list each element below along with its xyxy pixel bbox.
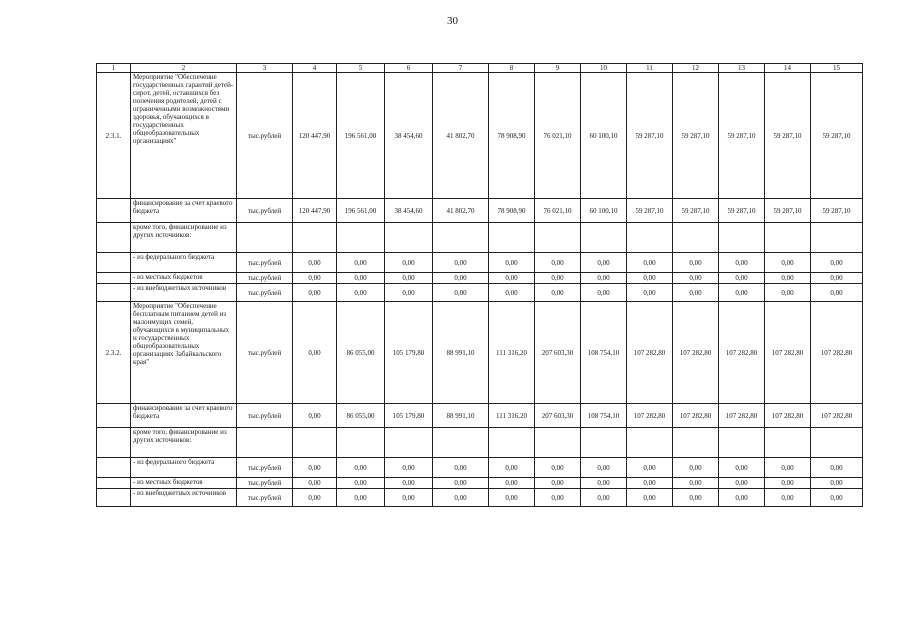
- item-code-cell: [97, 489, 131, 507]
- value-cell: 59 287,10: [719, 199, 765, 223]
- value-cell: 59 287,10: [627, 199, 673, 223]
- table-row: [97, 302, 863, 404]
- value-cell: 0,00: [337, 284, 385, 302]
- value-cell: 0,00: [433, 478, 489, 489]
- column-number-cell: 3: [237, 64, 293, 73]
- value-cell: 59 287,10: [627, 73, 673, 199]
- value-cell: [811, 223, 863, 253]
- page-number: 30: [447, 15, 458, 27]
- value-cell: 78 908,90: [489, 199, 535, 223]
- item-label-cell: - из федерального бюджета: [131, 458, 237, 478]
- value-cell: 0,00: [489, 284, 535, 302]
- value-cell: 0,00: [719, 273, 765, 284]
- table-row: [97, 489, 863, 507]
- value-cell: [535, 428, 581, 458]
- value-cell: 38 454,60: [385, 199, 433, 223]
- item-label-cell: - из местных бюджетов: [131, 273, 237, 284]
- column-number-cell: 15: [811, 64, 863, 73]
- value-cell: 0,00: [811, 253, 863, 273]
- value-cell: 0,00: [433, 273, 489, 284]
- value-cell: 59 287,10: [673, 73, 719, 199]
- value-cell: [581, 428, 627, 458]
- value-cell: [433, 428, 489, 458]
- value-cell: 60 100,10: [581, 199, 627, 223]
- value-cell: [337, 428, 385, 458]
- value-cell: 107 282,80: [811, 302, 863, 404]
- value-cell: 0,00: [765, 489, 811, 507]
- value-cell: 86 055,00: [337, 404, 385, 428]
- value-cell: 120 447,90: [293, 73, 337, 199]
- column-number-cell: 1: [97, 64, 131, 73]
- value-cell: 0,00: [433, 253, 489, 273]
- value-cell: 0,00: [673, 458, 719, 478]
- value-cell: [719, 428, 765, 458]
- value-cell: 0,00: [581, 253, 627, 273]
- value-cell: 0,00: [673, 284, 719, 302]
- value-cell: 0,00: [627, 478, 673, 489]
- unit-cell: тыс.рублей: [237, 199, 293, 223]
- item-label-cell: кроме того, финансирование из других источников:: [131, 428, 237, 458]
- value-cell: 0,00: [627, 273, 673, 284]
- item-code-cell: [97, 223, 131, 253]
- item-code-cell: [97, 428, 131, 458]
- value-cell: 0,00: [489, 458, 535, 478]
- table-row: [97, 478, 863, 489]
- value-cell: [489, 223, 535, 253]
- item-label-cell: финансирование за счет краевого бюджета: [131, 404, 237, 428]
- table-row: [97, 284, 863, 302]
- value-cell: 0,00: [765, 253, 811, 273]
- value-cell: 0,00: [581, 273, 627, 284]
- item-label-cell: финансирование за счет краевого бюджета: [131, 199, 237, 223]
- value-cell: 107 282,80: [811, 404, 863, 428]
- column-number-cell: 2: [131, 64, 237, 73]
- value-cell: 59 287,10: [811, 199, 863, 223]
- value-cell: 0,00: [337, 253, 385, 273]
- value-cell: 0,00: [719, 489, 765, 507]
- column-number-cell: 13: [719, 64, 765, 73]
- value-cell: 0,00: [293, 273, 337, 284]
- value-cell: 0,00: [489, 273, 535, 284]
- value-cell: [433, 223, 489, 253]
- value-cell: 0,00: [765, 273, 811, 284]
- value-cell: 0,00: [385, 458, 433, 478]
- value-cell: 76 021,10: [535, 73, 581, 199]
- column-number-cell: 7: [433, 64, 489, 73]
- value-cell: 0,00: [293, 478, 337, 489]
- value-cell: 60 100,10: [581, 73, 627, 199]
- table-row: [97, 223, 863, 253]
- value-cell: [811, 428, 863, 458]
- value-cell: 0,00: [765, 478, 811, 489]
- value-cell: 0,00: [385, 253, 433, 273]
- table-row: [97, 458, 863, 478]
- value-cell: 41 802,70: [433, 73, 489, 199]
- value-cell: 196 561,00: [337, 73, 385, 199]
- value-cell: [627, 428, 673, 458]
- item-code-cell: [97, 284, 131, 302]
- item-code-cell: [97, 199, 131, 223]
- value-cell: 196 561,00: [337, 199, 385, 223]
- item-label-cell: кроме того, финансирование из других источников:: [131, 223, 237, 253]
- value-cell: 107 282,80: [765, 404, 811, 428]
- value-cell: 76 021,10: [535, 199, 581, 223]
- value-cell: 88 991,10: [433, 404, 489, 428]
- value-cell: [765, 428, 811, 458]
- value-cell: 0,00: [489, 478, 535, 489]
- value-cell: 0,00: [627, 489, 673, 507]
- value-cell: 0,00: [765, 284, 811, 302]
- value-cell: 0,00: [433, 489, 489, 507]
- value-cell: 0,00: [535, 284, 581, 302]
- item-code-cell: 2.3.2.: [97, 302, 131, 404]
- item-code-cell: [97, 458, 131, 478]
- value-cell: 0,00: [385, 284, 433, 302]
- unit-cell: тыс.рублей: [237, 404, 293, 428]
- value-cell: 107 282,80: [627, 404, 673, 428]
- value-cell: 59 287,10: [765, 73, 811, 199]
- table-row: [97, 404, 863, 428]
- value-cell: [293, 428, 337, 458]
- value-cell: 0,00: [535, 273, 581, 284]
- value-cell: 0,00: [293, 302, 337, 404]
- value-cell: 0,00: [627, 458, 673, 478]
- value-cell: 107 282,80: [627, 302, 673, 404]
- value-cell: 0,00: [489, 489, 535, 507]
- budget-table: [96, 63, 863, 507]
- value-cell: 0,00: [581, 478, 627, 489]
- value-cell: [337, 223, 385, 253]
- value-cell: 108 754,10: [581, 302, 627, 404]
- value-cell: 0,00: [673, 273, 719, 284]
- unit-cell: тыс.рублей: [237, 284, 293, 302]
- unit-cell: тыс.рублей: [237, 458, 293, 478]
- item-code-cell: [97, 253, 131, 273]
- value-cell: 0,00: [293, 458, 337, 478]
- item-label-cell: - из внебюджетных источников: [131, 284, 237, 302]
- value-cell: 0,00: [385, 478, 433, 489]
- value-cell: [673, 428, 719, 458]
- value-cell: 0,00: [489, 253, 535, 273]
- unit-cell: тыс.рублей: [237, 489, 293, 507]
- value-cell: 0,00: [719, 253, 765, 273]
- item-label-cell: Мероприятие "Обеспечение государственных гарантий детей-сирот, детей, оставшихся без попечения родителей, детей с ограниченными возможностями здоровья, обучающихся в государственных общеобразовательных организациях": [131, 73, 237, 199]
- value-cell: 207 603,30: [535, 302, 581, 404]
- value-cell: 86 055,00: [337, 302, 385, 404]
- value-cell: 0,00: [811, 284, 863, 302]
- value-cell: 0,00: [535, 253, 581, 273]
- value-cell: 111 316,20: [489, 404, 535, 428]
- value-cell: 207 603,30: [535, 404, 581, 428]
- item-code-cell: [97, 478, 131, 489]
- value-cell: 88 991,10: [433, 302, 489, 404]
- value-cell: 59 287,10: [673, 199, 719, 223]
- value-cell: 0,00: [581, 489, 627, 507]
- table-row: [97, 199, 863, 223]
- value-cell: 0,00: [581, 458, 627, 478]
- item-code-cell: [97, 404, 131, 428]
- column-number-cell: 14: [765, 64, 811, 73]
- item-label-cell: - из местных бюджетов: [131, 478, 237, 489]
- value-cell: 0,00: [811, 478, 863, 489]
- item-label-cell: - из внебюджетных источников: [131, 489, 237, 507]
- value-cell: 0,00: [337, 273, 385, 284]
- value-cell: [385, 223, 433, 253]
- unit-cell: [237, 223, 293, 253]
- table-row: [97, 253, 863, 273]
- value-cell: 0,00: [433, 284, 489, 302]
- value-cell: 107 282,80: [719, 302, 765, 404]
- value-cell: 0,00: [673, 489, 719, 507]
- column-number-cell: 4: [293, 64, 337, 73]
- value-cell: 0,00: [673, 478, 719, 489]
- value-cell: 0,00: [337, 489, 385, 507]
- value-cell: 0,00: [627, 284, 673, 302]
- column-number-cell: 11: [627, 64, 673, 73]
- column-number-cell: 10: [581, 64, 627, 73]
- value-cell: [765, 223, 811, 253]
- value-cell: [627, 223, 673, 253]
- value-cell: 0,00: [581, 284, 627, 302]
- value-cell: 59 287,10: [765, 199, 811, 223]
- column-number-cell: 9: [535, 64, 581, 73]
- value-cell: 0,00: [293, 489, 337, 507]
- header-row: [97, 64, 863, 73]
- value-cell: 59 287,10: [719, 73, 765, 199]
- value-cell: 120 447,90: [293, 199, 337, 223]
- item-code-cell: 2.3.1.: [97, 73, 131, 199]
- value-cell: 0,00: [627, 253, 673, 273]
- value-cell: 0,00: [337, 478, 385, 489]
- column-number-cell: 8: [489, 64, 535, 73]
- value-cell: 38 454,60: [385, 73, 433, 199]
- value-cell: 0,00: [385, 489, 433, 507]
- value-cell: [385, 428, 433, 458]
- column-number-cell: 6: [385, 64, 433, 73]
- value-cell: [719, 223, 765, 253]
- value-cell: [581, 223, 627, 253]
- table-row: [97, 73, 863, 199]
- value-cell: 0,00: [535, 489, 581, 507]
- value-cell: 0,00: [535, 458, 581, 478]
- value-cell: [673, 223, 719, 253]
- value-cell: 0,00: [337, 458, 385, 478]
- table-row: [97, 273, 863, 284]
- value-cell: [489, 428, 535, 458]
- value-cell: 107 282,80: [765, 302, 811, 404]
- value-cell: 0,00: [535, 478, 581, 489]
- column-number-cell: 12: [673, 64, 719, 73]
- item-label-cell: Мероприятие "Обеспечение бесплатным питанием детей из малоимущих семей, обучающихся в муниципальных и государственных общеобразовательных организациях Забайкальского края": [131, 302, 237, 404]
- value-cell: 111 316,20: [489, 302, 535, 404]
- value-cell: 0,00: [673, 253, 719, 273]
- value-cell: 107 282,80: [719, 404, 765, 428]
- value-cell: 0,00: [811, 489, 863, 507]
- value-cell: 107 282,80: [673, 404, 719, 428]
- value-cell: 0,00: [719, 284, 765, 302]
- value-cell: 108 754,10: [581, 404, 627, 428]
- table-row: [97, 428, 863, 458]
- value-cell: 41 802,70: [433, 199, 489, 223]
- value-cell: 0,00: [811, 273, 863, 284]
- value-cell: 0,00: [765, 458, 811, 478]
- value-cell: [535, 223, 581, 253]
- unit-cell: [237, 428, 293, 458]
- value-cell: 0,00: [293, 253, 337, 273]
- column-number-cell: 5: [337, 64, 385, 73]
- value-cell: 0,00: [433, 458, 489, 478]
- value-cell: 78 908,90: [489, 73, 535, 199]
- value-cell: 59 287,10: [811, 73, 863, 199]
- value-cell: 0,00: [293, 284, 337, 302]
- unit-cell: тыс.рублей: [237, 302, 293, 404]
- item-label-cell: - из федерального бюджета: [131, 253, 237, 273]
- unit-cell: тыс.рублей: [237, 253, 293, 273]
- item-code-cell: [97, 273, 131, 284]
- value-cell: [293, 223, 337, 253]
- value-cell: 105 179,80: [385, 404, 433, 428]
- value-cell: 0,00: [293, 404, 337, 428]
- table-body: [97, 64, 863, 507]
- value-cell: 0,00: [719, 458, 765, 478]
- value-cell: 0,00: [385, 273, 433, 284]
- value-cell: 107 282,80: [673, 302, 719, 404]
- value-cell: 0,00: [719, 478, 765, 489]
- unit-cell: тыс.рублей: [237, 478, 293, 489]
- unit-cell: тыс.рублей: [237, 73, 293, 199]
- value-cell: 105 179,80: [385, 302, 433, 404]
- unit-cell: тыс.рублей: [237, 273, 293, 284]
- value-cell: 0,00: [811, 458, 863, 478]
